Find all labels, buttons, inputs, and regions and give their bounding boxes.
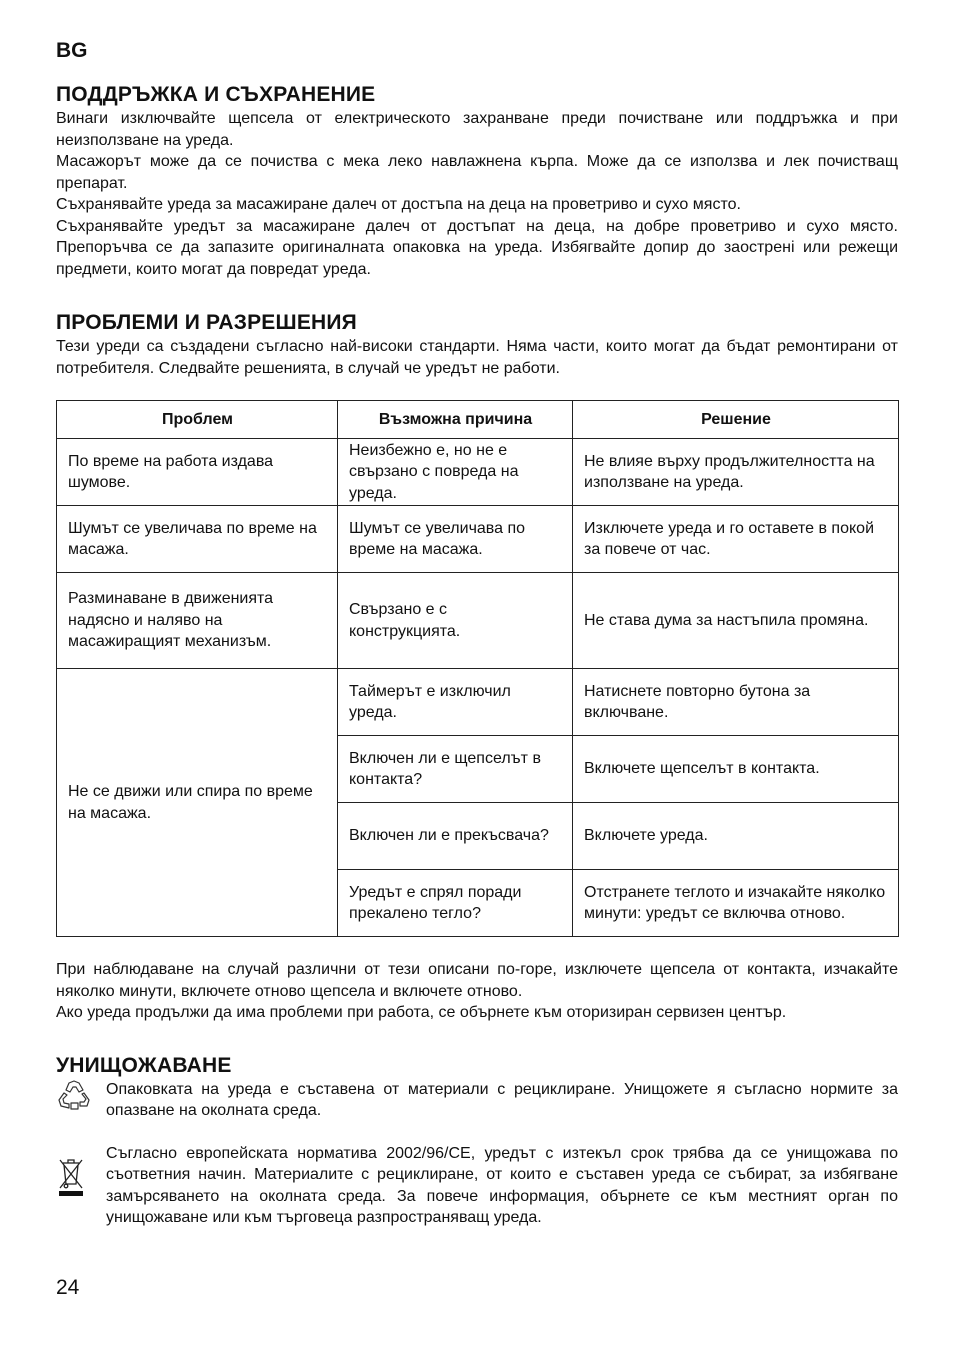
table-row: [57, 439, 899, 506]
problem-cell: Разминаване в движенията надясно и наляво на масажиращият механизъм.: [57, 573, 338, 669]
crossed-bin-icon: [56, 1143, 106, 1202]
cause-cell: Уредът е спрял поради прекалено тегло?: [338, 870, 573, 937]
table-row: [57, 669, 899, 736]
cause-cell: Включен ли е прекъсвача?: [338, 803, 573, 870]
maintenance-paragraph: Винаги изключвайте щепсела от електрическото захранване преди почистване или поддръжка и при неизползване на уреда.: [56, 110, 898, 149]
solution-cell: Включете щепселът в контакта.: [573, 736, 899, 803]
solution-cell: Натиснете повторно бутона за включване.: [573, 669, 899, 736]
problem-cell: По време на работа издава шумове.: [57, 439, 338, 506]
table-row: [57, 506, 899, 573]
packaging-disposal: [56, 1079, 898, 1122]
solution-cell: Не влияе върху продължителността на използване на уреда.: [573, 439, 899, 506]
header-problem: Проблем: [57, 401, 338, 439]
maintenance-paragraph: Съхранявайте уреда за масажиране далеч от достъпа на деца на проветриво и сухо място.: [56, 196, 741, 213]
recycle-icon: [56, 1079, 106, 1118]
problems-title: ПРОБЛЕМИ И РАЗРЕШЕНИЯ: [56, 311, 357, 334]
solution-cell: Изключете уреда и го оставете в покой за повече от час.: [573, 506, 899, 573]
table-header-row: [57, 401, 899, 439]
cause-cell: Включен ли е щепселът в контакта?: [338, 736, 573, 803]
problem-cell: Шумът се увеличава по време на масажа.: [57, 506, 338, 573]
maintenance-section: [56, 82, 898, 280]
table-row: [57, 573, 899, 669]
language-code: BG: [56, 39, 88, 62]
problems-section: [56, 310, 898, 1024]
cause-cell: Таймерът е изключил уреда.: [338, 669, 573, 736]
weee-disposal: [56, 1143, 898, 1229]
maintenance-paragraph: Масажорът може да се почиства с мека леко навлажнена кърпа. Може да се използва и лек почистващ препарат.: [56, 153, 898, 192]
problems-intro: Тези уреди са създадени съгласно най-високи стандарти. Няма части, които могат да бъдат ремонтирани от потребителя. Следвайте решенията, в случай че уредът не работи.: [56, 338, 898, 377]
disposal-title: УНИЩОЖАВАНЕ: [56, 1053, 232, 1077]
weee-text: Съгласно европейската норматива 2002/96/CE, уредът с изтекъл срок трябва да се унищожава по съответния начин. Материалите с рециклиране, от които е съставен уреда се събират, за избягване замърсяването на околната среда. За повече информация, обърнете се към местният орган по унищожаване или към търговеца разпространяващ уреда.: [106, 1144, 898, 1226]
cause-cell: Неизбежно е, но не е свързано с повреда на уреда.: [338, 439, 573, 506]
solution-cell: Отстранете теглото и изчакайте няколко минути: уредът се включва отново.: [573, 870, 899, 937]
note-paragraph: Ако уреда продължи да има проблеми при работа, се обърнете към оторизиран сервизен център.: [56, 1004, 787, 1021]
header-solution: Решение: [573, 401, 899, 439]
packaging-text: Опаковката на уреда е съставена от материали с рециклиране. Унищожете я съгласно нормите за опазване на околната среда.: [106, 1080, 898, 1119]
solution-cell: Включете уреда.: [573, 803, 899, 870]
disposal-section: [56, 1053, 898, 1229]
troubleshooting-table: [56, 400, 899, 937]
header-cause: Възможна причина: [338, 401, 573, 439]
note-paragraph: При наблюдаване на случай различни от тези описани по-горе, изключете щепсела от контакта, изчакайте няколко минути, включете отново щепсела и включете отново.: [56, 961, 898, 1000]
cause-cell: Свързано е с конструкцията.: [338, 573, 573, 669]
maintenance-title: ПОДДРЪЖКА И СЪХРАНЕНИЕ: [56, 83, 376, 106]
cause-cell: Шумът се увеличава по време на масажа.: [338, 506, 573, 573]
solution-cell: Не става дума за настъпила промяна.: [573, 573, 899, 669]
problem-cell: Не се движи или спира по време на масажа.: [57, 669, 338, 937]
page: [56, 38, 898, 1229]
maintenance-paragraph: Съхранявайте уредът за масажиране далеч от достъпат на деца, на добре проветриво и сухо място. Препоръчва се да запазите оригиналната опаковка на уреда. Избягвайте допир до заостренi или режещи предмети, които могат да повредат уреда.: [56, 217, 898, 278]
page-number: 24: [56, 1276, 80, 1299]
after-table-notes: [56, 959, 898, 1024]
